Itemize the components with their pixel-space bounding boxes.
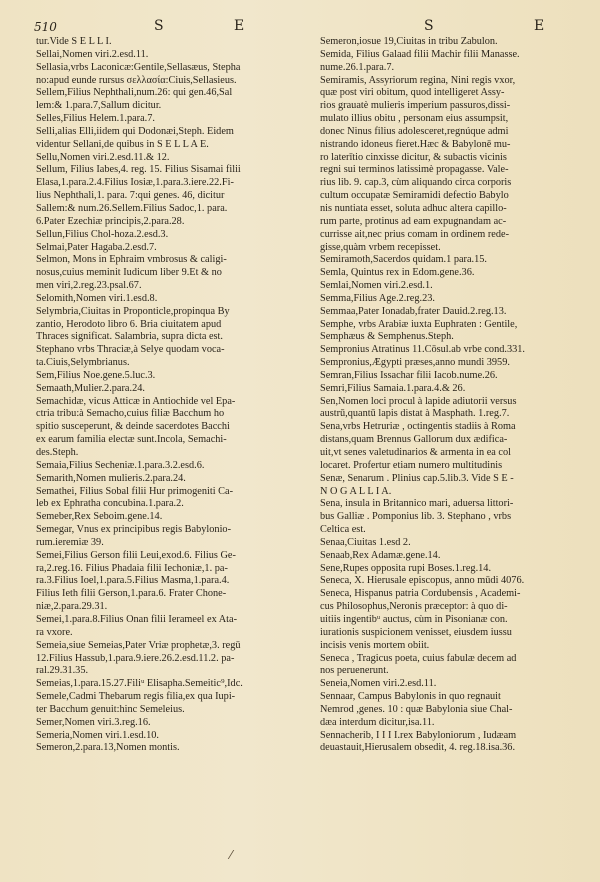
- entry-line: Selli,alias Elli,iidem qui Dodonæi,Steph. Eidem: [36, 125, 234, 137]
- entry-line: Filius Ieth filii Gerson,1.para.6. Frater Chone-: [36, 588, 227, 600]
- entry-line: Semeron,2.para.13,Nomen montis.: [36, 742, 180, 754]
- entry-line: rum.ieremiæ 39.: [36, 536, 104, 548]
- entry-line: rius lib. 9. cap.3, cùm aliquando circa corporis: [320, 177, 512, 189]
- entry-line: distans,quam Brennus Gallorum dux ædifica-: [320, 434, 508, 446]
- entry-line: Semele,Cadmi Thebarum regis filia,ex qua Iupi-: [36, 691, 236, 703]
- entry-line: Semaath,Mulier.2.para.24.: [36, 382, 145, 394]
- entry-line: Semmaa,Pater Ionadab,frater Dauid.2.reg.13.: [320, 305, 507, 317]
- entry-line: Sellasia,vrbs Laconicæ:Gentile,Sellasæus, Stepha: [36, 61, 241, 73]
- entry-line: ex earum familia electæ sunt.Incola, Semachi-: [36, 434, 227, 446]
- entry-line: Thraces significat. Salambria, supra dicta est.: [36, 331, 223, 343]
- entry-line: gisse,quàm vrbem recepisset.: [320, 241, 441, 253]
- header-letter: E: [534, 18, 545, 34]
- entry-line: nume.26.1.para.7.: [320, 61, 395, 73]
- entry-line: Sennaar, Campus Babylonis in quo regnauit: [320, 691, 501, 703]
- entry-line: currisse ait,nec prius comam in ordinem rede-: [320, 228, 509, 240]
- entry-line: Semei,Filius Gerson filii Leui,exod.6. Filius Ge-: [36, 549, 236, 561]
- entry-line: cultum occupatæ Semiramidi defectio Babylo: [320, 190, 509, 202]
- entry-line: Semegar, Vnus ex principibus regis Babylonio-: [36, 524, 232, 536]
- entry-line: incisis venis mortem obiit.: [320, 639, 430, 651]
- entry-line: Sena,vrbs Hetruriæ , octingentis stadiis à Roma: [320, 421, 516, 433]
- entry-line: ta.Ciuis,Selymbrianus.: [36, 357, 130, 369]
- running-header: [34, 18, 560, 38]
- entry-line: ra vxore.: [36, 626, 73, 638]
- entry-line: men viri,2.reg.23.psal.67.: [36, 280, 142, 292]
- header-letter: S: [424, 18, 434, 34]
- entry-line: Nemrod ,genes. 10 : quæ Babylonia siue Chal-: [320, 703, 513, 715]
- entry-line: Sena, insula in Britannico mari, aduersa littori-: [320, 498, 514, 510]
- entry-line: leb ex Ephratha concubina.1.para.2.: [36, 498, 184, 510]
- entry-line: nos peruenerunt.: [320, 665, 389, 677]
- entry-line: Sellem,Filius Nephthali,num.26: qui gen.46,Sal: [36, 87, 233, 99]
- entry-line: Seneia,Nomen viri.2.esd.11.: [320, 678, 437, 690]
- entry-line: cus Philosophus,Neronis præceptor: à quo di-: [320, 601, 508, 613]
- entry-line: Semphæus & Semphenus.Steph.: [320, 331, 454, 343]
- entry-line: Semlai,Nomen viri.2.esd.1.: [320, 280, 433, 292]
- footer-mark: ⁄: [230, 848, 233, 862]
- entry-line: Semeias,1.para.15.27.Filiᵘ Elisapha.Semeitic⁹,Idc.: [36, 678, 243, 690]
- entry-line: Selles,Filius Helem.1.para.7.: [36, 113, 155, 125]
- entry-line: Selmai,Pater Hagaba.2.esd.7.: [36, 241, 157, 253]
- entry-line: N O G A L L I A.: [320, 485, 392, 497]
- entry-line: 12.Filius Hassub,1.para.9.iere.26.2.esd.11.2. pa-: [36, 652, 235, 664]
- page-number: 510: [34, 20, 57, 34]
- entry-line: Semran,Filius Issachar filii Iacob.nume.26.: [320, 369, 498, 381]
- entry-line: Selmon, Mons in Ephraim vmbrosus & caligi-: [36, 254, 227, 266]
- entry-line: Seneca, Hispanus patria Cordubensis , Academi-: [320, 588, 521, 600]
- entry-line: Sallem:& num.26.Sellem.Filius Sadoc,1. para.: [36, 202, 228, 214]
- entry-line: bus Galliæ . Pomponius lib. 3. Stephano , vrbs: [320, 511, 512, 523]
- entry-line: Semeron,iosue 19,Ciuitas in tribu Zabulon.: [320, 36, 498, 47]
- entry-line: Elasa,1.para.2.4.Filius Iosiæ,1.para.3.iere.22.Fi-: [36, 177, 234, 189]
- entry-line: Sellun,Filius Chol-hoza.2.esd.3.: [36, 228, 169, 240]
- left-column: [36, 36, 298, 755]
- entry-line: 6.Pater Ezechiæ principis,2.para.28.: [36, 215, 185, 227]
- entry-line: ral.29.31.35.: [36, 665, 89, 677]
- entry-line: lem:& 1.para.7,Sallum dicitur.: [36, 100, 162, 112]
- entry-line: Semei,1.para.8.Filius Onan filii Ierameel ex Ata-: [36, 613, 238, 625]
- entry-line: uitiis ingentibᵘ auctus, cùm in Pisonianæ con.: [320, 613, 508, 625]
- entry-line: Seneca , Tragicus poeta, cuius fabulæ decem ad: [320, 652, 517, 664]
- entry-line: nistrando idoneus fieret.Hæc & Babylonē mu-: [320, 138, 511, 150]
- entry-line: Senaa,Ciuitas 1.esd 2.: [320, 536, 411, 548]
- right-column: [320, 36, 576, 755]
- entry-line: quæ post viri obitum, quod intelligeret Assy-: [320, 87, 505, 99]
- entry-line: Semaia,Filius Secheniæ.1.para.3.2.esd.6.: [36, 459, 205, 471]
- entry-line: austrū,quantū lapis distat à Masphath. 1.reg.7.: [320, 408, 510, 420]
- entry-line: Semla, Quintus rex in Edom.gene.36.: [320, 267, 475, 279]
- entry-line: mulato illius obitu , personam eius assumpsit,: [320, 113, 509, 125]
- entry-line: Semphe, vrbs Arabiæ iuxta Euphraten : Gentile,: [320, 318, 518, 330]
- entry-line: no:apud eunde rursus σελλασία:Ciuis,Sellasieus.: [36, 74, 237, 86]
- entry-line: ra,2.reg.16. Filius Phadaia filii Iechoniæ,1. pa-: [36, 562, 228, 574]
- entry-line: iurationis suspicionem venisset, eiusdem iussu: [320, 626, 512, 638]
- entry-line: Celtica est.: [320, 524, 366, 536]
- header-letter: E: [234, 18, 245, 34]
- entry-line: Seneca, X. Hierusale episcopus, anno mūdi 4076.: [320, 575, 525, 587]
- entry-line: Sene,Rupes opposita rupi Boses.1.reg.14.: [320, 562, 492, 574]
- entry-line: Selymbria,Ciuitas in Proponticle,propinqua By: [36, 305, 230, 317]
- entry-line: ra.3.Filius Ioel,1.para.5.Filius Masma,1.para.4.: [36, 575, 230, 587]
- entry-line: Semeber,Rex Seboim.gene.14.: [36, 511, 163, 523]
- entry-line: Semarith,Nomen mulieris.2.para.24.: [36, 472, 186, 484]
- entry-line: regni sui terminos latissimè propagasse. Vale-: [320, 164, 509, 176]
- entry-line: Semri,Filius Samaia.1.para.4.& 26.: [320, 382, 466, 394]
- entry-line: Sennacherib, I I I I.rex Babyloniorum , Iudæam: [320, 729, 517, 741]
- entry-line: ctria tribu:à Semacho,cuius filiæ Bacchum ho: [36, 408, 225, 420]
- entry-line: Semma,Filius Age.2.reg.23.: [320, 292, 435, 304]
- header-letter: S: [154, 18, 166, 34]
- entry-line: Sem,Filius Noe.gene.5.luc.3.: [36, 369, 156, 381]
- entry-line: tur.Vide S E L L I.: [36, 36, 112, 47]
- entry-line: ter Bacchum genuit:hinc Semeleius.: [36, 703, 185, 715]
- entry-line: Sempronius Atratinus 11.Cōsul.ab vrbe cond.331.: [320, 344, 525, 356]
- entry-line: Sen,Nomen loci procul à lapide adiutorii versus: [320, 395, 517, 407]
- entry-line: nis nuntiata esset, soluta adhuc altera capillo-: [320, 202, 507, 214]
- entry-line: Semathei, Filius Sobal filii Hur primogeniti Ca-: [36, 485, 234, 497]
- entry-line: Selomith,Nomen viri.1.esd.8.: [36, 292, 158, 304]
- entry-line: des.Steph.: [36, 447, 79, 458]
- entry-line: rum parte, protinus ad eam expugnandam ac-: [320, 215, 507, 227]
- entry-line: Sellu,Nomen viri.2.esd.11.& 12.: [36, 151, 170, 163]
- entry-line: donec Ninus filius adolesceret,regnúque admi: [320, 125, 509, 137]
- entry-line: dæa interdum dicitur,isa.11.: [320, 716, 435, 728]
- entry-line: deuastauit,Hierusalem obsedit, 4. reg.18.isa.36.: [320, 742, 516, 754]
- entry-line: Semachidæ, vicus Atticæ in Antiochide vel Epa-: [36, 395, 236, 407]
- entry-line: Semer,Nomen viri.3.reg.16.: [36, 716, 151, 728]
- entry-line: nosus,cuius meminit Iudicum liber 9.Et & no: [36, 267, 222, 279]
- entry-line: Sellum, Filius Iabes,4. reg. 15. Filius Sisamai filii: [36, 164, 241, 176]
- entry-line: rios grauatè mulieris imperium passuros,dissi-: [320, 100, 511, 112]
- entry-line: videntur Sellani,de quibus in S E L L A E.: [36, 138, 209, 150]
- entry-line: Stephano vrbs Thraciæ,à Selye quodam voca-: [36, 344, 225, 356]
- entry-line: Semeia,siue Semeias,Pater Vriæ prophetæ,3. regū: [36, 639, 241, 651]
- entry-line: Sempronius,Ægypti præses,anno mundi 3959.: [320, 357, 510, 369]
- entry-line: zantio, Herodoto libro 6. Bria ciuitatem apud: [36, 318, 222, 330]
- entry-line: spitio susceperunt, & deinde sacerdotes Bacchi: [36, 421, 230, 433]
- entry-line: Semeria,Nomen viri.1.esd.10.: [36, 729, 159, 741]
- entry-line: uit,vt senes valetudinarios & armenta in ea col: [320, 447, 512, 458]
- entry-line: Senæ, Senarum . Plinius cap.5.lib.3. Vide S E -: [320, 472, 514, 484]
- entry-line: Semiramoth,Sacerdos quidam.1 para.15.: [320, 254, 487, 266]
- entry-line: Semiramis, Assyriorum regina, Nini regis vxor,: [320, 74, 516, 86]
- entry-line: Senaab,Rex Adamæ.gene.14.: [320, 549, 441, 561]
- entry-line: Sellai,Nomen viri.2.esd.11.: [36, 48, 149, 60]
- entry-line: niæ,2.para.29.31.: [36, 601, 108, 613]
- entry-line: lius Nephthali,1. para. 7:qui genes. 46, dicitur: [36, 190, 225, 202]
- entry-line: ro laterītio cinxisse dicitur, & subactis vicinis: [320, 151, 507, 163]
- entry-line: locaret. Profertur etiam numero multitudinis: [320, 459, 503, 471]
- entry-line: Semida, Filius Galaad filii Machir filii Manasse.: [320, 48, 520, 60]
